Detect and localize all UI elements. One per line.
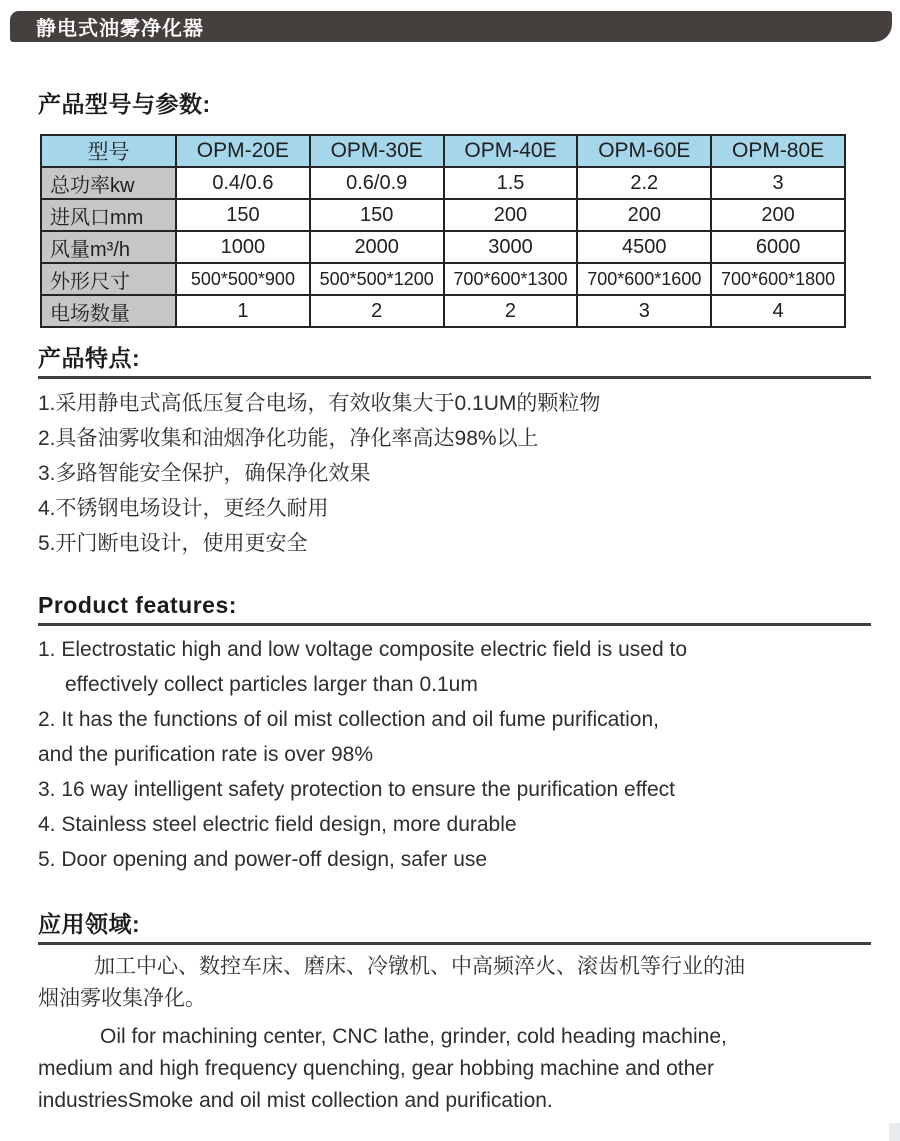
feature-cn-item-1: 1.采用静电式高低压复合电场，有效收集大于0.1UM的颗粒物 — [38, 392, 601, 415]
feature-en-item-3: 3. 16 way intelligent safety protection to ensure the purification effect — [38, 778, 675, 801]
table-cell: 6000 — [711, 231, 845, 263]
application-cn-line-2: 烟油雾收集净化。 — [38, 987, 206, 1010]
application-heading: 应用领域: — [38, 911, 871, 945]
row-label-power: 总功率kw — [41, 167, 176, 199]
scrollbar-thumb[interactable] — [889, 1123, 900, 1141]
feature-en-item-1-line-2: effectively collect particles larger than 0.1um — [65, 673, 478, 696]
application-en-text — [38, 1021, 871, 1117]
table-cell: 1 — [176, 295, 310, 327]
column-header-model: 型号 — [41, 135, 176, 167]
table-header-row — [41, 135, 845, 167]
table-cell: 200 — [444, 199, 578, 231]
feature-en-item-4: 4. Stainless steel electric field design, more durable — [38, 813, 517, 836]
table-row-inlet — [41, 199, 845, 231]
feature-en-item-1-line-1: 1. Electrostatic high and low voltage composite electric field is used to — [38, 638, 688, 661]
feature-en-item-2-line-1: 2. It has the functions of oil mist collection and oil fume purification, — [38, 708, 659, 731]
table-cell: 3 — [711, 167, 845, 199]
table-row-power — [41, 167, 845, 199]
table-row-airflow — [41, 231, 845, 263]
table-cell: 1.5 — [444, 167, 578, 199]
spec-table — [40, 134, 846, 328]
column-header-opm80e: OPM-80E — [711, 135, 845, 167]
feature-cn-item-3: 3.多路智能安全保护，确保净化效果 — [38, 462, 371, 485]
table-cell: 3 — [577, 295, 711, 327]
table-cell: 500*500*900 — [176, 263, 310, 295]
column-header-opm60e: OPM-60E — [577, 135, 711, 167]
application-en-line-3: industriesSmoke and oil mist collection and purification. — [38, 1089, 553, 1112]
row-label-airflow: 风量m³/h — [41, 231, 176, 263]
row-label-fields: 电场数量 — [41, 295, 176, 327]
feature-cn-item-2: 2.具备油雾收集和油烟净化功能，净化率高达98%以上 — [38, 427, 539, 450]
table-cell: 2 — [444, 295, 578, 327]
feature-cn-item-5: 5.开门断电设计，使用更安全 — [38, 532, 308, 555]
table-cell: 200 — [577, 199, 711, 231]
application-cn-line-1: 加工中心、数控车床、磨床、冷镦机、中高频淬火、滚齿机等行业的油 — [94, 955, 745, 978]
table-cell: 700*600*1600 — [577, 263, 711, 295]
feature-en-item-5: 5. Door opening and power-off design, safer use — [38, 848, 488, 871]
table-cell: 700*600*1800 — [711, 263, 845, 295]
table-cell: 500*500*1200 — [310, 263, 444, 295]
application-en-line-2: medium and high frequency quenching, gear hobbing machine and other — [38, 1057, 714, 1080]
table-cell: 0.4/0.6 — [176, 167, 310, 199]
feature-cn-item-4: 4.不锈钢电场设计，更经久耐用 — [38, 497, 329, 520]
table-cell: 2 — [310, 295, 444, 327]
column-header-opm20e: OPM-20E — [176, 135, 310, 167]
features-en-list — [38, 632, 871, 877]
table-cell: 3000 — [444, 231, 578, 263]
specs-section-heading: 产品型号与参数: — [38, 91, 211, 117]
table-cell: 4500 — [577, 231, 711, 263]
features-cn-list — [38, 386, 871, 561]
table-row-fields — [41, 295, 845, 327]
row-label-inlet: 进风口mm — [41, 199, 176, 231]
application-en-line-1: Oil for machining center, CNC lathe, grinder, cold heading machine, — [100, 1025, 727, 1048]
features-cn-heading: 产品特点: — [38, 345, 871, 379]
application-cn-text — [38, 951, 871, 1015]
table-cell: 150 — [310, 199, 444, 231]
row-label-dimensions: 外形尺寸 — [41, 263, 176, 295]
column-header-opm40e: OPM-40E — [444, 135, 578, 167]
table-cell: 1000 — [176, 231, 310, 263]
table-cell: 2.2 — [577, 167, 711, 199]
page-header-bar — [10, 11, 892, 42]
table-cell: 4 — [711, 295, 845, 327]
table-cell: 200 — [711, 199, 845, 231]
feature-en-item-2-line-2: and the purification rate is over 98% — [38, 743, 374, 766]
table-cell: 150 — [176, 199, 310, 231]
column-header-opm30e: OPM-30E — [310, 135, 444, 167]
table-row-dimensions — [41, 263, 845, 295]
table-cell: 700*600*1300 — [444, 263, 578, 295]
features-en-heading: Product features: — [38, 592, 871, 626]
table-cell: 0.6/0.9 — [310, 167, 444, 199]
table-cell: 2000 — [310, 231, 444, 263]
content-area — [38, 42, 871, 1117]
page-title: 静电式油雾净化器 — [36, 18, 204, 40]
